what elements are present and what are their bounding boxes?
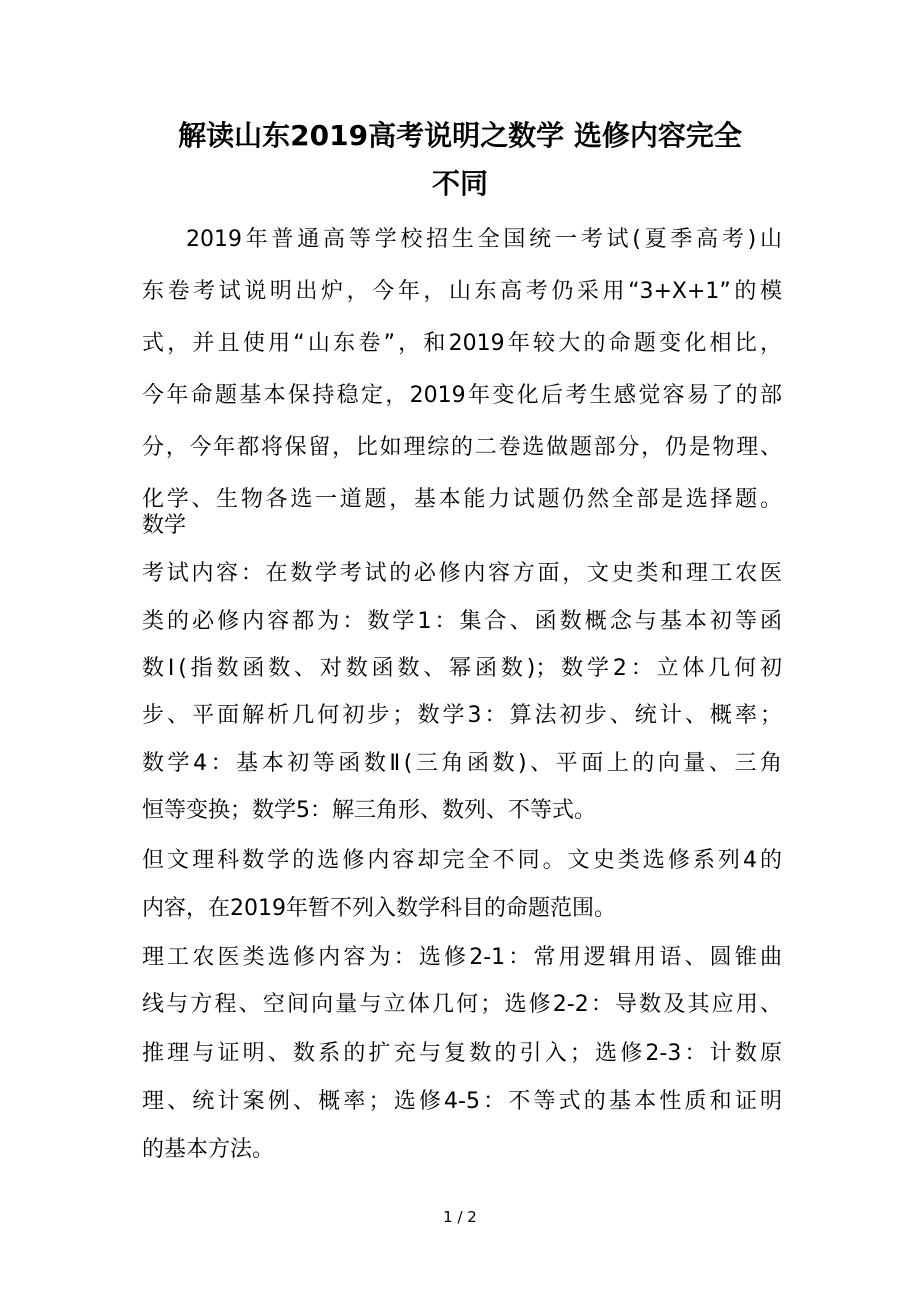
body-line: 类的必修内容都为：数学1：集合、函数概念与基本初等函 [142, 609, 782, 634]
body-line: 步、平面解析几何初步；数学3：算法初步、统计、概率； [142, 703, 782, 728]
body-line: 化学、生物各选一道题，基本能力试题仍然全部是选择题。 [142, 487, 782, 512]
title-line: 解读山东2019高考说明之数学 选修内容完全 [178, 119, 742, 152]
body-line: 线与方程、空间向量与立体几何；选修2-2：导数及其应用、 [142, 992, 782, 1017]
body-line: 式，并且使用“山东卷”，和2019年较大的命题变化相比， [142, 331, 782, 356]
title-line: 不同 [431, 167, 488, 200]
body-line: 理工农医类选修内容为：选修2-1：常用逻辑用语、圆锥曲 [142, 945, 782, 970]
body-line: 分，今年都将保留，比如理综的二卷选做题部分，仍是物理、 [142, 435, 782, 460]
body-line: 理、统计案例、概率；选修4-5：不等式的基本性质和证明 [142, 1089, 782, 1114]
body-line: 考试内容：在数学考试的必修内容方面，文史类和理工农医 [142, 561, 782, 586]
body-line: 数Ⅰ(指数函数、对数函数、幂函数)；数学2：立体几何初 [142, 656, 782, 681]
body-line: 的基本方法。 [142, 1137, 275, 1162]
body-line: 但文理科数学的选修内容却完全不同。文史类选修系列4的 [142, 848, 782, 873]
body-line: 推理与证明、数系的扩充与复数的引入；选修2-3：计数原 [142, 1041, 782, 1066]
body-line: 数学4：基本初等函数Ⅱ(三角函数)、平面上的向量、三角 [142, 751, 782, 776]
body-line: 恒等变换；数学5：解三角形、数列、不等式。 [142, 798, 596, 823]
body-line: 内容，在2019年暂不列入数学科目的命题范围。 [142, 896, 616, 921]
body-line: 东卷考试说明出炉，今年，山东高考仍采用“3+X+1”的模 [142, 279, 782, 304]
body-line: 今年命题基本保持稳定，2019年变化后考生感觉容易了的部 [142, 383, 782, 408]
page-number: 1 / 2 [443, 1208, 477, 1226]
section-heading: 数学 [142, 513, 187, 538]
body-line: 2019年普通高等学校招生全国统一考试(夏季高考)山 [186, 227, 782, 252]
